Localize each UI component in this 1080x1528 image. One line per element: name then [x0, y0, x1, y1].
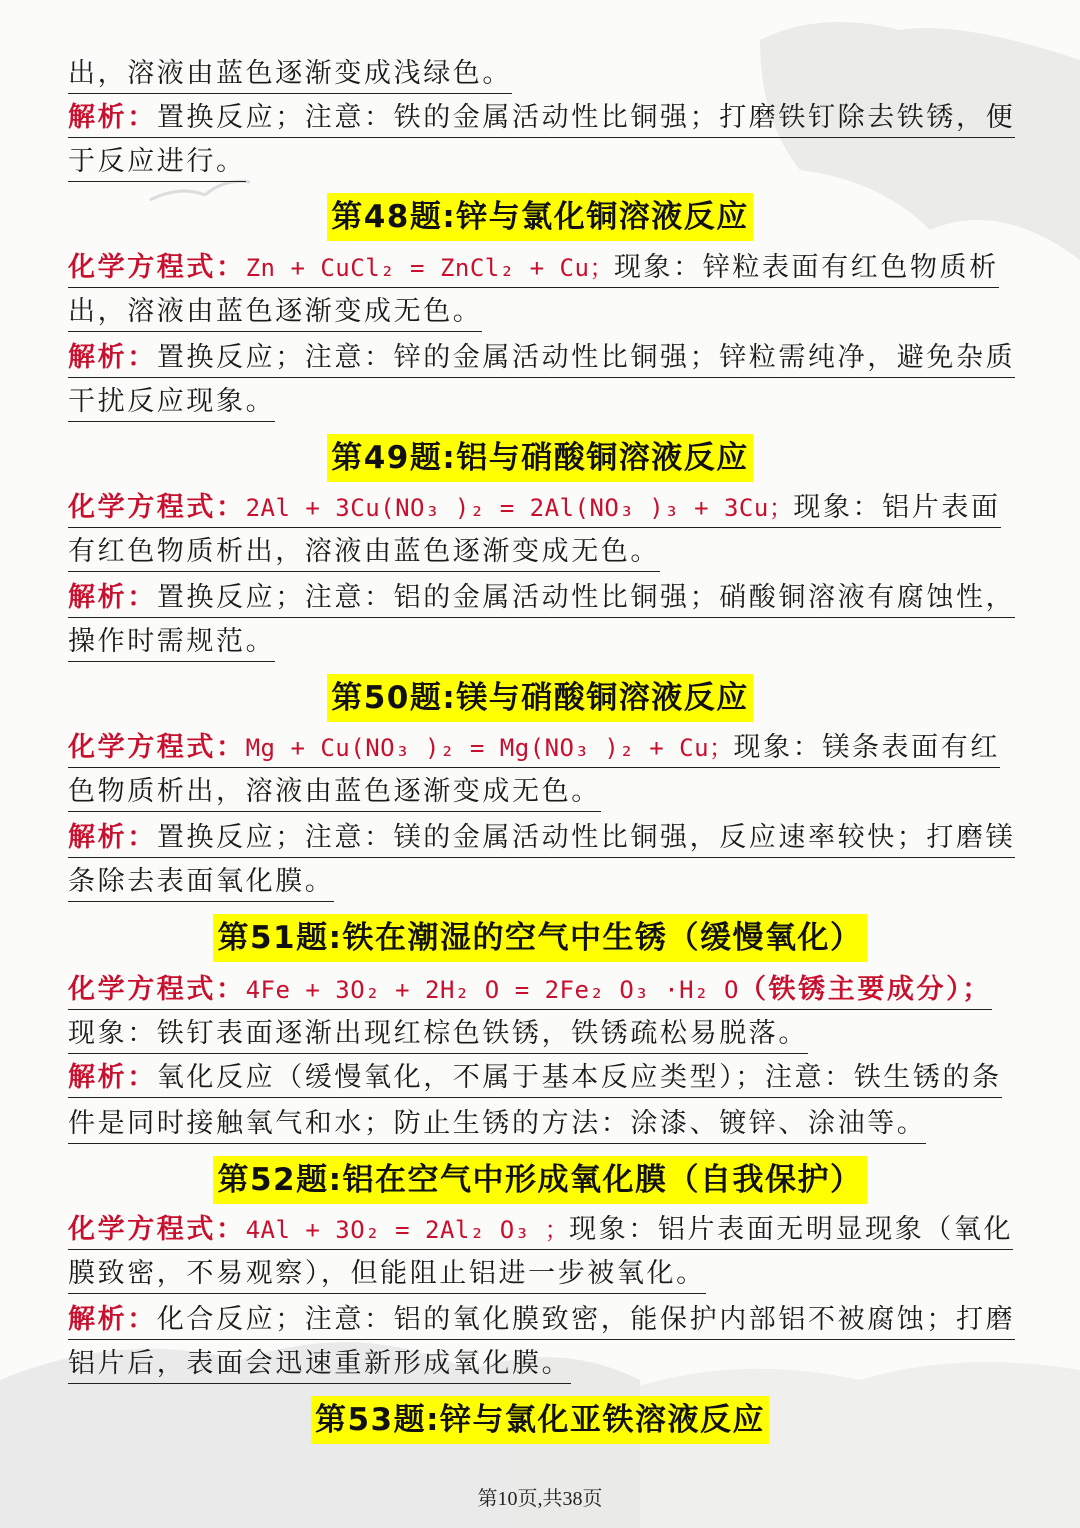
body-text: 现象：铁钉表面逐渐出现红棕色铁锈，铁锈疏松易脱落。: [68, 1018, 808, 1049]
underlined-text: [68, 972, 992, 1010]
section-label: 解析：: [68, 1304, 157, 1335]
underlined-text: [68, 1302, 1015, 1340]
question-heading: [0, 434, 1080, 482]
text-line: [68, 1210, 1013, 1250]
question-title: 第49题:铝与硝酸铜溶液反应: [327, 434, 753, 482]
text-line: [68, 292, 482, 332]
section-label: 化学方程式：: [68, 492, 246, 523]
page-number: 第10页,共38页: [477, 1488, 603, 1510]
underlined-text: [68, 774, 601, 812]
text-line: [68, 1014, 808, 1054]
underlined-text: [68, 730, 1000, 768]
text-line: [68, 970, 992, 1010]
section-label: 解析：: [68, 102, 157, 133]
question-title: 第50题:镁与硝酸铜溶液反应: [327, 674, 753, 722]
question-heading: [0, 914, 1080, 962]
underlined-text: [68, 1346, 571, 1384]
section-label: 化学方程式：: [68, 974, 246, 1005]
text-line: [68, 142, 246, 182]
chemical-equation: 2Al + 3Cu(NO₃ )₂ = 2Al(NO₃ )₃ + 3Cu；: [245, 494, 794, 522]
body-text: 现象：铝片表面: [793, 492, 1001, 523]
chemical-equation: 4Al + 3O₂ = 2Al₂ O₃ ；: [245, 1216, 570, 1244]
chemical-equation: Zn + CuCl₂ = ZnCl₂ + Cu；: [245, 254, 614, 282]
text-line: [68, 532, 660, 572]
section-label: 化学方程式：: [68, 732, 246, 763]
underlined-text: [68, 384, 275, 422]
question-title: 第48题:锌与氯化铜溶液反应: [327, 193, 753, 241]
text-line: [68, 98, 1015, 138]
body-text: 现象：锌粒表面有红色物质析: [613, 252, 999, 283]
body-text: 现象：铝片表面无明显现象（氧化: [569, 1214, 1014, 1245]
text-line: [68, 1058, 1002, 1098]
underlined-text: [68, 580, 1015, 618]
body-text: 操作时需规范。: [68, 626, 276, 657]
underlined-text: [68, 340, 1015, 378]
section-label: （铁锈主要成分）；: [738, 974, 992, 1005]
body-text: 件是同时接触氧气和水；防止生锈的方法：涂漆、镀锌、涂油等。: [68, 1108, 927, 1139]
underlined-text: [68, 250, 999, 288]
body-text: 氧化反应（缓慢氧化，不属于基本反应类型）；注意：铁生锈的条: [156, 1062, 1002, 1093]
text-line: [68, 248, 999, 288]
underlined-text: [68, 534, 660, 572]
body-text: 条除去表面氧化膜。: [68, 866, 335, 897]
body-text: 置换反应；注意：镁的金属活动性比铜强，反应速率较快；打磨镁: [156, 822, 1016, 853]
question-title: 第52题:铝在空气中形成氧化膜（自我保护）: [213, 1156, 866, 1204]
text-line: [68, 578, 1015, 618]
text-line: [68, 728, 1000, 768]
question-heading: [0, 674, 1080, 722]
text-line: [68, 1300, 1015, 1340]
chemical-equation: Mg + Cu(NO₃ )₂ = Mg(NO₃ )₂ + Cu；: [245, 734, 734, 762]
body-text: 置换反应；注意：铝的金属活动性比铜强；硝酸铜溶液有腐蚀性，: [156, 582, 1016, 613]
underlined-text: [68, 144, 246, 182]
body-text: 出，溶液由蓝色逐渐变成浅绿色。: [68, 58, 512, 89]
underlined-text: [68, 1212, 1013, 1250]
section-label: 解析：: [68, 582, 157, 613]
body-text: 置换反应；注意：铁的金属活动性比铜强；打磨铁钉除去铁锈，便: [156, 102, 1016, 133]
text-line: [68, 488, 1001, 528]
text-line: [68, 772, 601, 812]
section-label: 化学方程式：: [68, 252, 246, 283]
body-text: 干扰反应现象。: [68, 386, 276, 417]
text-line: [68, 862, 334, 902]
question-heading: [0, 1396, 1080, 1444]
body-text: 色物质析出，溶液由蓝色逐渐变成无色。: [68, 776, 601, 807]
underlined-text: [68, 294, 482, 332]
underlined-text: [68, 820, 1015, 858]
question-heading: [0, 193, 1080, 241]
underlined-text: [68, 864, 334, 902]
body-text: 有红色物质析出，溶液由蓝色逐渐变成无色。: [68, 536, 660, 567]
body-text: 现象：镁条表面有红: [733, 732, 1000, 763]
question-heading: [0, 1156, 1080, 1204]
section-label: 解析：: [68, 342, 157, 373]
body-text: 置换反应；注意：锌的金属活动性比铜强；锌粒需纯净，避免杂质: [156, 342, 1016, 373]
question-title: 第51题:铁在潮湿的空气中生锈（缓慢氧化）: [213, 914, 866, 962]
chemical-equation: 4Fe + 3O₂ + 2H₂ O = 2Fe₂ O₃ ·H₂ O: [245, 976, 739, 1004]
body-text: 出，溶液由蓝色逐渐变成无色。: [68, 296, 483, 327]
text-line: [68, 622, 275, 662]
text-line: [68, 1344, 571, 1384]
body-text: 铝片后，表面会迅速重新形成氧化膜。: [68, 1348, 572, 1379]
underlined-text: [68, 100, 1015, 138]
text-line: [68, 54, 512, 94]
body-text: 于反应进行。: [68, 146, 246, 177]
section-label: 化学方程式：: [68, 1214, 246, 1245]
underlined-text: [68, 1106, 926, 1144]
underlined-text: [68, 624, 275, 662]
underlined-text: [68, 56, 512, 94]
text-line: [68, 338, 1015, 378]
underlined-text: [68, 490, 1001, 528]
text-line: [68, 1104, 926, 1144]
underlined-text: [68, 1016, 808, 1054]
underlined-text: [68, 1256, 706, 1294]
underlined-text: [68, 1060, 1002, 1098]
body-text: 化合反应；注意：铝的氧化膜致密，能保护内部铝不被腐蚀；打磨: [156, 1304, 1016, 1335]
section-label: 解析：: [68, 1062, 157, 1093]
text-line: [68, 382, 275, 422]
body-text: 膜致密，不易观察），但能阻止铝进一步被氧化。: [68, 1258, 706, 1289]
text-line: [68, 1254, 706, 1294]
text-line: [68, 818, 1015, 858]
section-label: 解析：: [68, 822, 157, 853]
question-title: 第53题:锌与氯化亚铁溶液反应: [311, 1396, 769, 1444]
